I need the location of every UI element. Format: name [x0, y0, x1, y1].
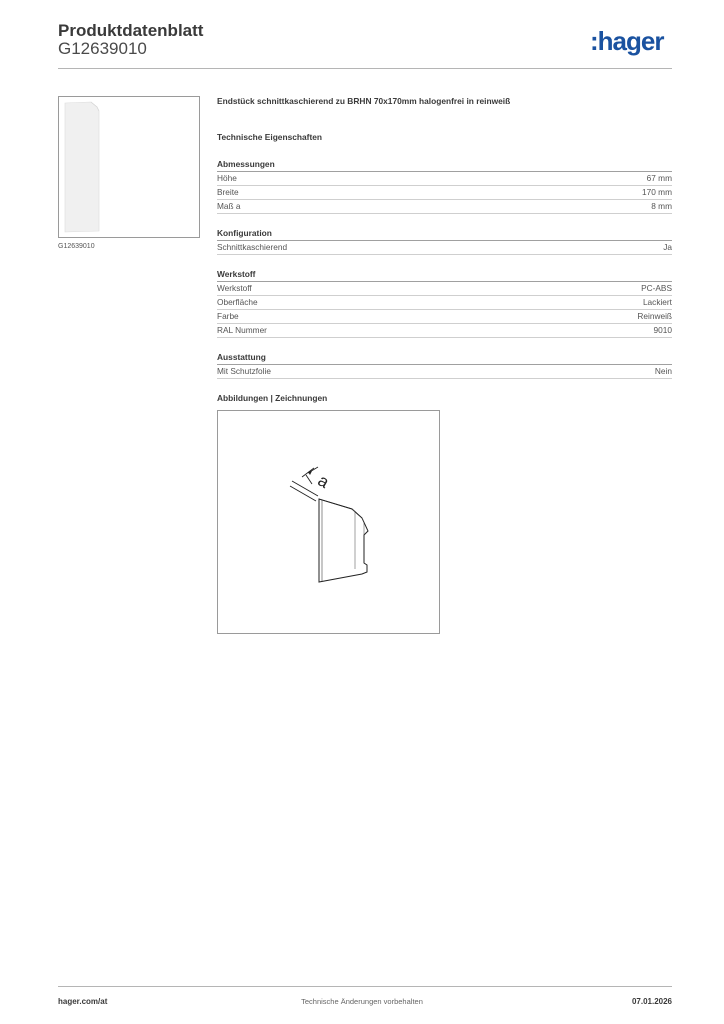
product-image	[59, 97, 201, 239]
header-divider	[58, 68, 672, 69]
thumbnail-caption: G12639010	[58, 243, 95, 250]
website-link[interactable]: hager.com/at	[58, 997, 108, 1006]
property-label: Oberfläche	[217, 297, 258, 307]
property-row	[217, 310, 672, 324]
group-heading: Werkstoff	[217, 269, 672, 282]
article-number: G12639010	[58, 39, 147, 58]
drawing-svg	[218, 411, 441, 635]
property-label: Mit Schutzfolie	[217, 366, 271, 376]
group-ausstattung	[217, 352, 672, 379]
property-label: Werkstoff	[217, 283, 252, 293]
technical-heading: Technische Eigenschaften	[217, 132, 323, 142]
group-konfiguration	[217, 228, 672, 255]
property-row	[217, 200, 672, 214]
footer-date: 07.01.2026	[631, 997, 672, 1006]
main-content	[217, 96, 672, 403]
footer-notice: Technische Änderungen vorbehalten	[301, 997, 423, 1006]
property-value: 8 mm	[651, 201, 672, 211]
property-row	[217, 241, 672, 255]
hager-logo-text: :hager	[590, 26, 664, 56]
property-row	[217, 172, 672, 186]
property-value: 67 mm	[646, 173, 672, 183]
group-heading: Abmessungen	[217, 159, 672, 172]
property-label: Farbe	[217, 311, 239, 321]
property-label: Maß a	[217, 201, 241, 211]
group-heading: Ausstattung	[217, 352, 672, 365]
group-werkstoff	[217, 269, 672, 338]
product-thumbnail	[58, 96, 200, 238]
product-description: Endstück schnittkaschierend zu BRHN 70x170mm halogenfrei in reinweiß	[217, 96, 511, 106]
property-value: Lackiert	[642, 297, 672, 307]
group-abmessungen	[217, 159, 672, 214]
property-value: 9010	[653, 325, 672, 335]
property-value: Nein	[654, 366, 672, 376]
figures-heading: Abbildungen | Zeichnungen	[217, 393, 328, 403]
dimension-label-a: a	[314, 470, 333, 492]
document-title: Produktdatenblatt	[58, 21, 204, 40]
property-row	[217, 186, 672, 200]
technical-drawing	[217, 410, 440, 634]
property-label: Höhe	[217, 173, 237, 183]
property-label: RAL Nummer	[217, 325, 267, 335]
property-row	[217, 296, 672, 310]
property-value: 170 mm	[642, 187, 672, 197]
property-row	[217, 324, 672, 338]
hager-logo	[590, 26, 676, 60]
property-row	[217, 282, 672, 296]
property-value: Reinweiß	[637, 311, 672, 321]
group-heading: Konfiguration	[217, 228, 672, 241]
footer-divider	[58, 986, 672, 987]
property-value: Ja	[663, 242, 672, 252]
property-label: Schnittkaschierend	[217, 242, 288, 252]
property-value: PC-ABS	[641, 283, 672, 293]
property-label: Breite	[217, 187, 239, 197]
property-row	[217, 365, 672, 379]
